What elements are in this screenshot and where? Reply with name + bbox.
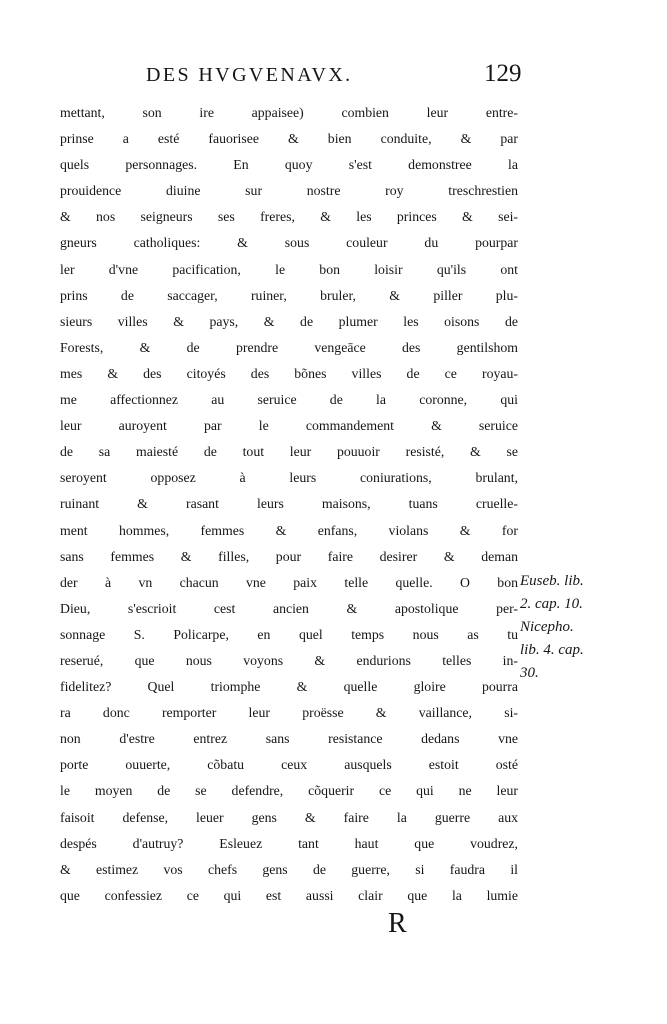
text-line: sans femmes & filles, pour faire desirer & deman bbox=[60, 548, 518, 564]
running-title: DES HVGVENAVX. bbox=[146, 64, 353, 86]
text-line: prouidence diuine sur nostre roy treschrestien bbox=[60, 183, 518, 199]
text-line: faisoit defense, leuer gens & faire la guerre aux bbox=[60, 809, 518, 825]
text-line: me affectionnez au seruice de la coronne, qui bbox=[60, 392, 518, 408]
text-line: prinse a esté fauorisee & bien conduite, & par bbox=[60, 131, 518, 147]
margin-note-line: 2. cap. 10. bbox=[520, 596, 583, 612]
margin-note-line: Euseb. lib. bbox=[520, 573, 584, 589]
text-line: non d'estre entrez sans resistance dedans vne bbox=[60, 731, 518, 747]
text-line: ler d'vne pacification, le bon loisir qu'ils ont bbox=[60, 261, 518, 277]
text-line: Forests, & de prendre vengeāce des gentilshom bbox=[60, 339, 518, 355]
margin-note-line: 30. bbox=[520, 665, 539, 681]
signature-mark: R bbox=[388, 908, 407, 939]
text-line: fidelitez? Quel triomphe & quelle gloire pourra bbox=[60, 679, 518, 695]
text-line: le moyen de se defendre, cõquerir ce qui ne leur bbox=[60, 783, 518, 799]
text-line: de sa maiesté de tout leur pouuoir resisté, & se bbox=[60, 444, 518, 460]
text-line: seroyent opposez à leurs coniurations, brulant, bbox=[60, 470, 518, 486]
text-line: sonnage S. Policarpe, en quel temps nous as tu bbox=[60, 626, 518, 642]
page-number: 129 bbox=[484, 60, 522, 87]
margin-note-line: Nicepho. bbox=[520, 619, 574, 635]
text-line: prins de saccager, ruiner, bruler, & piller plu- bbox=[60, 287, 518, 303]
margin-note bbox=[520, 570, 632, 685]
running-head bbox=[146, 60, 546, 94]
text-line: mes & des citoyés des bõnes villes de ce royau- bbox=[60, 365, 518, 381]
text-line: sieurs villes & pays, & de plumer les oisons de bbox=[60, 313, 518, 329]
text-line: que confessiez ce qui est aussi clair que la lumie bbox=[60, 887, 518, 903]
text-line: leur auroyent par le commandement & seruice bbox=[60, 418, 518, 434]
text-line: & estimez vos chefs gens de guerre, si faudra il bbox=[60, 861, 518, 877]
text-line: despés d'autruy? Esleuez tant haut que voudrez, bbox=[60, 835, 518, 851]
text-line: ra donc remporter leur proësse & vaillance, si- bbox=[60, 705, 518, 721]
text-line: ment hommes, femmes & enfans, violans & for bbox=[60, 522, 518, 538]
text-line: Dieu, s'escrioit cest ancien & apostolique per- bbox=[60, 600, 518, 616]
text-line: porte ouuerte, cõbatu ceux ausquels estoit osté bbox=[60, 757, 518, 773]
text-line: quels personnages. En quoy s'est demonstree la bbox=[60, 157, 518, 173]
margin-note-line: lib. 4. cap. bbox=[520, 642, 584, 658]
text-line: reserué, que nous voyons & endurions telles in- bbox=[60, 652, 518, 668]
body-text bbox=[60, 100, 530, 909]
text-line: mettant, son ire appaisee) combien leur entre- bbox=[60, 105, 518, 120]
text-line: gneurs catholiques: & sous couleur du pourpar bbox=[60, 235, 518, 251]
text-line: & nos seigneurs ses freres, & les princes & sei- bbox=[60, 209, 518, 225]
text-line: der à vn chacun vne paix telle quelle. O bon bbox=[60, 574, 518, 590]
text-line: ruinant & rasant leurs maisons, tuans cruelle- bbox=[60, 496, 518, 512]
